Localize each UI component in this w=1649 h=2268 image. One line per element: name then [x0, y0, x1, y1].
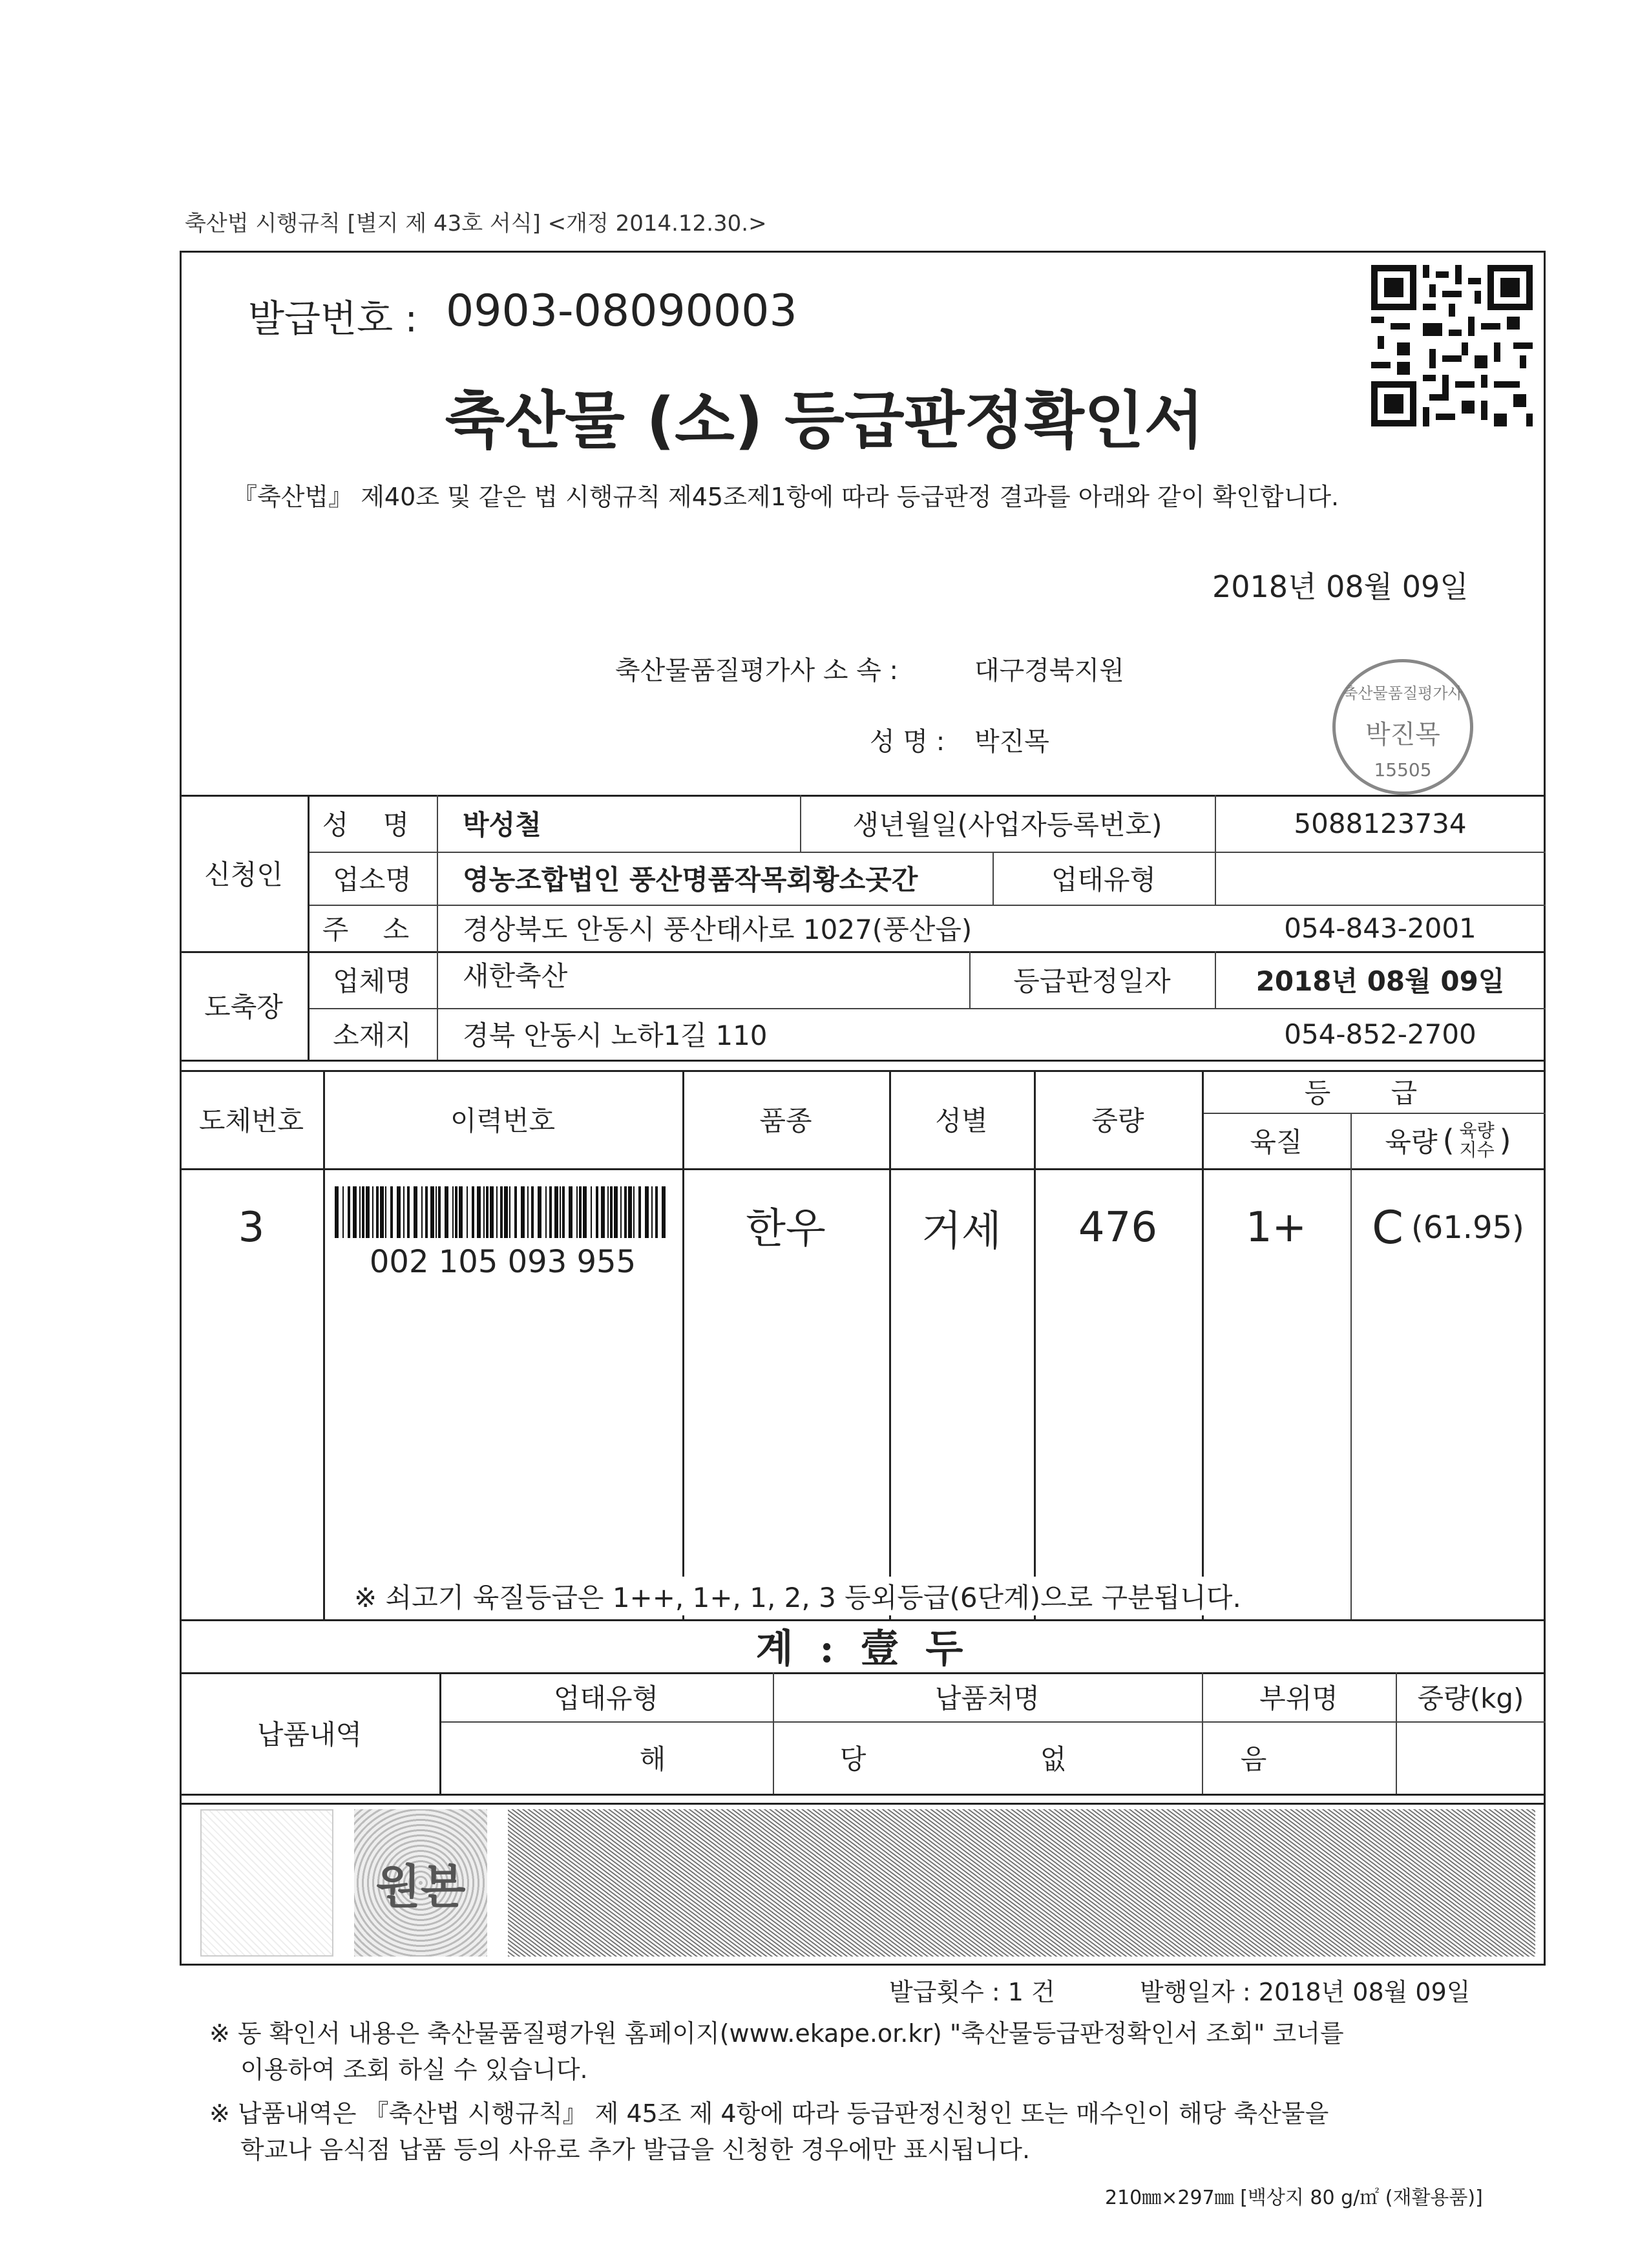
barcode-bar [397, 1186, 401, 1238]
barcode-bar [645, 1186, 649, 1238]
col-trace-number: 이력번호 [450, 1105, 556, 1137]
col-yield-index-2: 지수 [1459, 1139, 1495, 1160]
grade-note: ※ 쇠고기 육질등급은 1++, 1+, 1, 2, 3 등외등급(6단계)으로 구분됩니다. [354, 1577, 1241, 1615]
barcode-bar [569, 1186, 572, 1238]
trace-number: 002 105 093 955 [369, 1244, 636, 1280]
seal-number: 15505 [1374, 759, 1432, 781]
grader-name-label: 성 명 : [870, 727, 945, 757]
issue-count: 발급횟수 : 1 건 [889, 1978, 1055, 2006]
barcode-bar [385, 1186, 386, 1238]
barcode-bar [445, 1186, 448, 1238]
delivery-col-place: 납품처명 [934, 1683, 1040, 1714]
trace-barcode [335, 1186, 671, 1238]
weight: 476 [1078, 1204, 1158, 1252]
carcass-number: 3 [238, 1204, 265, 1252]
barcode-bar [421, 1186, 423, 1238]
paren-close: ) [1499, 1123, 1511, 1158]
barcode-bar [596, 1186, 598, 1238]
intro-text: 『축산법』 제40조 및 같은 법 시행규칙 제45조제1항에 따라 등급판정 결과를 아래와 같이 확인합니다. [233, 483, 1339, 511]
barcode-bar [620, 1186, 622, 1238]
issued-date: 발행일자 : 2018년 08월 09일 [1140, 1978, 1471, 2006]
security-noise-pattern [508, 1809, 1535, 1957]
document-title: 축산물 (소) 등급판정확인서 [445, 384, 1204, 457]
col-carcass-number: 도체번호 [198, 1105, 304, 1137]
barcode-bar [591, 1186, 592, 1238]
barcode-bar [459, 1186, 463, 1238]
slaughterhouse-location: 경북 안동시 노하1길 110 [463, 1020, 768, 1051]
slaughterhouse-phone: 054-852-2700 [1284, 1018, 1476, 1050]
barcode-bar [472, 1186, 474, 1238]
applicant-name-label: 성 명 [322, 809, 423, 841]
barcode-bar [490, 1186, 494, 1238]
applicant-type-label: 업태유형 [1051, 864, 1157, 896]
col-meat-yield [1350, 1113, 1546, 1168]
barcode-bar [483, 1186, 485, 1238]
barcode-bar [509, 1186, 510, 1238]
delivery-value-1: 해 [639, 1743, 666, 1775]
barcode-bar [583, 1186, 587, 1238]
barcode-bar [554, 1186, 558, 1238]
applicant-address-label: 주 소 [322, 914, 423, 945]
barcode-bar [560, 1186, 561, 1238]
paren-open: ( [1442, 1123, 1455, 1158]
barcode-bar [628, 1186, 632, 1238]
barcode-bar [438, 1186, 441, 1238]
slaughterhouse-section-label: 도축장 [204, 991, 283, 1023]
col-yield-index-1: 육량 [1459, 1120, 1495, 1141]
form-reference: 축산법 시행규칙 [별지 제 43호 서식] <개정 2014.12.30.> [185, 211, 767, 236]
barcode-bar [655, 1186, 658, 1238]
barcode-bar [662, 1186, 666, 1238]
issue-number-label: 발급번호 : [248, 297, 418, 341]
seal-top-text: 축산물품질평가사 [1343, 684, 1463, 702]
sex: 거세 [921, 1208, 1002, 1255]
barcode-bar [362, 1186, 364, 1238]
grader-affiliation: 대구경북지원 [974, 656, 1124, 686]
delivery-col-type: 업태유형 [553, 1683, 659, 1714]
barcode-bar [504, 1186, 508, 1238]
original-stamp-text: 원본 [375, 1860, 466, 1914]
applicant-birth-label: 생년월일(사업자등록번호) [852, 809, 1162, 841]
slaughterhouse-name: 새한축산 [463, 960, 568, 992]
slaughterhouse-location-label: 소재지 [333, 1020, 412, 1051]
barcode-bar [624, 1186, 627, 1238]
slaughterhouse-name-label: 업체명 [333, 965, 412, 997]
barcode-bar [425, 1186, 428, 1238]
grader-affiliation-label: 축산물품질평가사 소 속 : [615, 656, 899, 686]
barcode-bar [610, 1186, 613, 1238]
delivery-value-2: 당 [839, 1743, 867, 1775]
barcode-bar [372, 1186, 373, 1238]
grader-name: 박진목 [974, 727, 1049, 757]
barcode-bar [342, 1186, 344, 1238]
barcode-bar [651, 1186, 653, 1238]
issue-date: 2018년 08월 09일 [1212, 569, 1469, 604]
barcode-bar [614, 1186, 618, 1238]
issue-number: 0903-08090003 [446, 286, 797, 337]
barcode-bar [335, 1186, 339, 1238]
applicant-phone: 054-843-2001 [1284, 912, 1476, 944]
applicant-type [1215, 852, 1546, 905]
footnote-1-cont: 이용하여 조회 하실 수 있습니다. [240, 2055, 588, 2084]
barcode-bar [430, 1186, 434, 1238]
security-pattern-light [200, 1809, 333, 1957]
barcode-bar [607, 1186, 609, 1238]
barcode-bar [514, 1186, 517, 1238]
footnote-2-cont: 학교나 음식점 납품 등의 사유로 추가 발급을 신청한 경우에만 표시됩니다. [240, 2136, 1031, 2164]
barcode-bar [390, 1186, 393, 1238]
grader-seal [1332, 659, 1473, 795]
barcode-bar [531, 1186, 534, 1238]
seal-name: 박진목 [1365, 720, 1440, 750]
barcode-bar [407, 1186, 410, 1238]
barcode-bar [486, 1186, 488, 1238]
delivery-value-4: 음 [1240, 1743, 1267, 1775]
barcode-bar [576, 1186, 578, 1238]
meat-yield-grade: C [1372, 1201, 1403, 1254]
col-weight: 중량 [1091, 1105, 1144, 1137]
applicant-address: 경상북도 안동시 풍산태사로 1027(풍산읍) [463, 914, 972, 945]
barcode-bar [376, 1186, 379, 1238]
barcode-bar [521, 1186, 525, 1238]
barcode-bar [455, 1186, 457, 1238]
original-stamp [354, 1809, 487, 1957]
meat-yield-cell [1350, 1195, 1546, 1260]
col-meat-yield-label: 육량 [1385, 1126, 1438, 1158]
col-meat-quality: 육질 [1250, 1126, 1303, 1158]
applicant-business-label: 업소명 [333, 864, 412, 896]
barcode-bar [527, 1186, 529, 1238]
barcode-bar [562, 1186, 565, 1238]
barcode-bar [348, 1186, 350, 1238]
applicant-name: 박성철 [463, 809, 541, 841]
footnote-2: ※ 납품내역은 『축산법 시행규칙』 제 45조 제 4항에 따라 등급판정신청인 또는 매수인이 해당 축산물을 [209, 2099, 1329, 2128]
barcode-bar [496, 1186, 498, 1238]
delivery-section-label: 납품내역 [257, 1719, 362, 1750]
barcode-bar [579, 1186, 582, 1238]
col-sex: 성별 [935, 1105, 988, 1137]
breed: 한우 [746, 1205, 826, 1253]
delivery-col-weight: 중량(kg) [1417, 1683, 1524, 1714]
barcode-bar [638, 1186, 641, 1238]
delivery-value-3: 없 [1040, 1743, 1067, 1775]
col-grade: 등 급 [1304, 1077, 1444, 1109]
footnote-1: ※ 동 확인서 내용은 축산물품질평가원 홈페이지(www.ekape.or.kr) "축산물등급판정확인서 조회" 코너를 [209, 2019, 1344, 2048]
barcode-bar [366, 1186, 370, 1238]
grade-date: 2018년 08월 09일 [1255, 965, 1505, 997]
meat-quality-grade: 1+ [1245, 1204, 1307, 1252]
applicant-section-label: 신청인 [204, 859, 283, 890]
barcode-bar [467, 1186, 468, 1238]
barcode-bar [601, 1186, 605, 1238]
total-count: 계 : 壹 두 [755, 1626, 970, 1672]
applicant-business: 영농조합법인 풍산명품작목회황소곳간 [463, 864, 918, 896]
col-breed: 품종 [759, 1105, 812, 1137]
barcode-bar [477, 1186, 481, 1238]
applicant-birth: 5088123734 [1294, 807, 1467, 839]
barcode-bar [436, 1186, 437, 1238]
barcode-bar [633, 1186, 635, 1238]
barcode-bar [545, 1186, 547, 1238]
paper-spec: 210㎜×297㎜ [백상지 80 g/㎡ (재활용품)] [1105, 2187, 1483, 2209]
barcode-bar [549, 1186, 552, 1238]
barcode-bar [403, 1186, 404, 1238]
barcode-bar [380, 1186, 384, 1238]
barcode-bar [500, 1186, 503, 1238]
barcode-bar [414, 1186, 417, 1238]
meat-yield-index: (61.95) [1411, 1210, 1524, 1246]
barcode-bar [452, 1186, 454, 1238]
barcode-bar [359, 1186, 361, 1238]
barcode-bar [353, 1186, 357, 1238]
delivery-col-part: 부위명 [1259, 1683, 1338, 1714]
grade-date-label: 등급판정일자 [1013, 965, 1171, 997]
barcode-bar [538, 1186, 541, 1238]
